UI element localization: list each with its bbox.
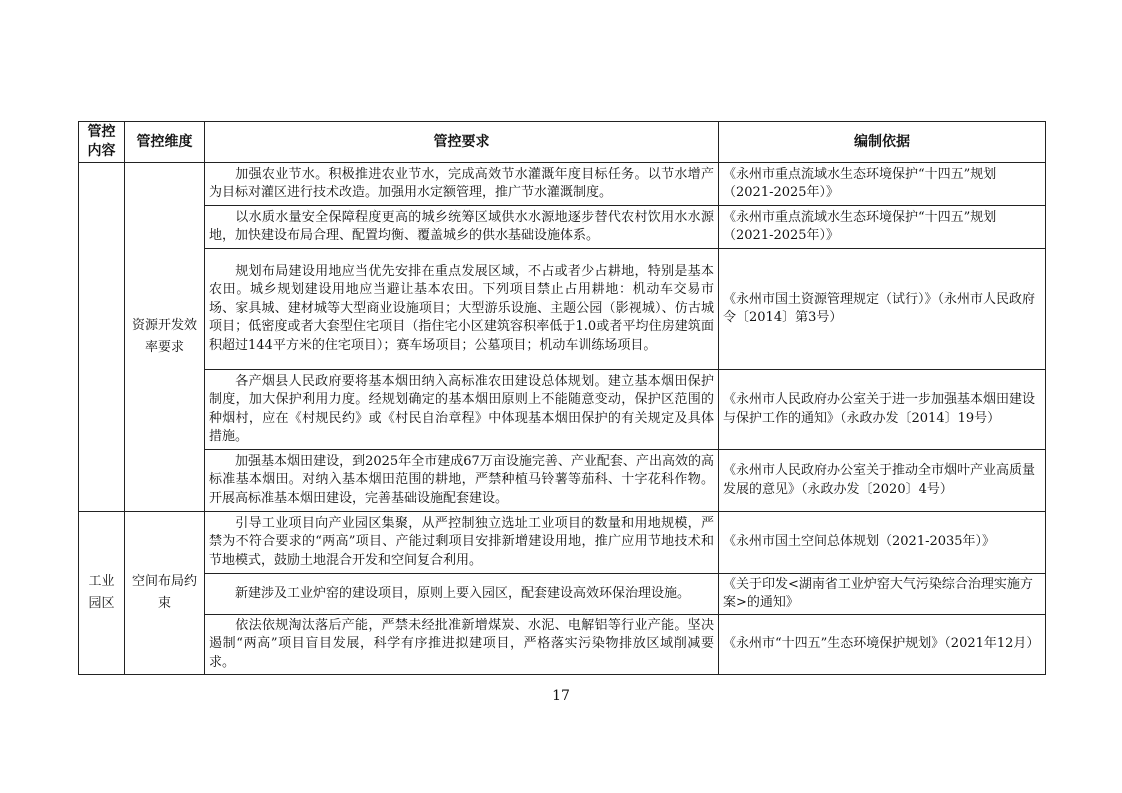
basis-cell: 《永州市国土空间总体规划（2021-2035年）》 [719,512,1046,574]
header-requirement: 管控要求 [205,122,719,163]
requirement-text: 依法依规淘汰落后产能，严禁未经批准新增煤炭、水泥、电解铝等行业产能。坚决遏制“两高”项目盲目发展，科学有序推进拟建项目，严格落实污染物排放区域削减要求。 [209,617,714,670]
requirement-cell [205,163,719,206]
basis-cell: 《永州市重点流域水生态环境保护“十四五”规划（2021-2025年）》 [719,163,1046,206]
basis-cell: 《永州市人民政府办公室关于推动全市烟叶产业高质量发展的意见》（永政办发〔2020〕4号） [719,450,1046,512]
table-row [79,163,1046,206]
requirement-cell [205,574,719,615]
content-cell-industrial-park: 工业园区 [79,512,125,675]
table-row [79,249,1046,370]
dimension-cell-spatial-layout: 空间布局约束 [125,512,205,675]
regulation-table [78,121,1046,675]
requirement-cell [205,249,719,370]
requirement-cell [205,450,719,512]
requirement-text: 加强农业节水。积极推进农业节水，完成高效节水灌溉年度目标任务。以节水增产为目标对灌区进行技术改造。加强用水定额管理，推广节水灌溉制度。 [209,166,714,200]
requirement-cell [205,615,719,675]
requirement-text: 加强基本烟田建设，到2025年全市建成67万亩设施完善、产业配套、产出高效的高标准基本烟田。对纳入基本烟田范围的耕地，严禁种植马铃薯等茄科、十字花科作物。开展高标准基本烟田建设，完善基础设施配套建设。 [209,453,714,506]
basis-cell: 《关于印发<湖南省工业炉窑大气污染综合治理实施方案>的通知》 [719,574,1046,615]
content-cell-resource [79,163,125,512]
basis-cell: 《永州市“十四五”生态环境保护规划》（2021年12月） [719,615,1046,675]
table-row [79,574,1046,615]
table-row [79,450,1046,512]
page-number: 17 [552,688,570,704]
table-row [79,512,1046,574]
table-row [79,615,1046,675]
requirement-cell [205,370,719,450]
requirement-text: 引导工业项目向产业园区集聚，从严控制独立选址工业项目的数量和用地规模，严禁为不符合要求的“两高”项目、产能过剩项目安排新增建设用地，推广应用节地技术和节地模式，鼓励土地混合开发和空间复合利用。 [209,515,714,568]
requirement-text: 以水质水量安全保障程度更高的城乡统筹区域供水水源地逐步替代农村饮用水水源地，加快建设布局合理、配置均衡、覆盖城乡的供水基础设施体系。 [209,209,714,243]
requirement-text: 新建涉及工业炉窑的建设项目，原则上要入园区，配套建设高效环保治理设施。 [235,585,691,601]
header-row [79,122,1046,163]
header-dimension: 管控维度 [125,122,205,163]
dimension-cell-resource-efficiency: 资源开发效率要求 [125,163,205,512]
header-basis: 编制依据 [719,122,1046,163]
basis-cell: 《永州市国土资源管理规定（试行）》（永州市人民政府令〔2014〕第3号） [719,249,1046,370]
table-row [79,370,1046,450]
requirement-text: 规划布局建设用地应当优先安排在重点发展区域，不占或者少占耕地，特别是基本农田。城乡规划建设用地应当避让基本农田。下列项目禁止占用耕地：机动车交易市场、家具城、建材城等大型商业设施项目；大型游乐设施、主题公园（影视城）、仿古城项目；低密度或者大套型住宅项目（指住宅小区建筑容积率低于1.0或者平均住房建筑面积超过144平方米的住宅项目）；赛车场项目；公墓项目；机动车训练场项目。 [209,263,714,353]
basis-cell: 《永州市人民政府办公室关于进一步加强基本烟田建设与保护工作的通知》（永政办发〔2014〕19号） [719,370,1046,450]
requirement-cell [205,512,719,574]
basis-cell: 《永州市重点流域水生态环境保护“十四五”规划（2021-2025年）》 [719,206,1046,249]
requirement-text: 各产烟县人民政府要将基本烟田纳入高标准农田建设总体规划。建立基本烟田保护制度，加大保护利用力度。经规划确定的基本烟田原则上不能随意变动，保护区范围的种烟村，应在《村规民约》或《村民自治章程》中体现基本烟田保护的有关规定及具体措施。 [209,373,714,444]
table-row [79,206,1046,249]
header-content: 管控内容 [79,122,125,163]
requirement-cell [205,206,719,249]
